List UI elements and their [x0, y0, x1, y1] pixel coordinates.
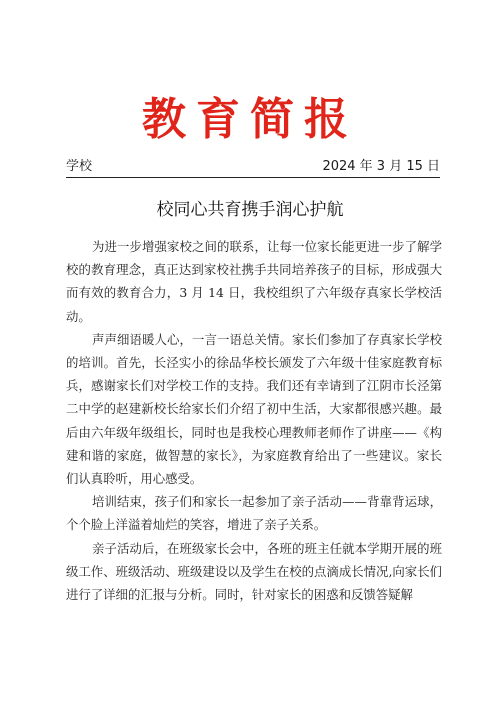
issue-date: 2024 年 3 月 15 日	[322, 159, 440, 174]
newsletter-masthead: 教育简报	[142, 94, 358, 145]
article-title: 校同心共育携手润心护航	[156, 200, 344, 220]
article-paragraph: 为进一步增强家校之间的联系，让每一位家长能更进一步了解学校的教育理念，真正达到家校社携手共同培养孩子的目标，形成强大而有效的教育合力，3 月 14 日，我校组织了六年级存真家长学校活动。	[66, 239, 442, 324]
school-label: 学校	[66, 159, 93, 174]
article-paragraph: 亲子活动后，在班级家长会中，各班的班主任就本学期开展的班级工作、班级活动、班级建设以及学生在校的点滴成长情况,向家长们进行了详细的汇报与分析。同时，针对家长的困惑和反馈答疑解	[66, 540, 442, 603]
article-body	[66, 235, 442, 606]
article-paragraph: 声声细语暖人心，一言一语总关情。家长们参加了存真家长学校的培训。首先，长泾实小的徐品华校长颁发了六年级十佳家庭教育标兵，感谢家长们对学校工作的支持。我们还有幸请到了江阴市长泾第二中学的赵建新校长给家长们介绍了初中生活，大家都很感兴趣。最后由六年级年级组长，同时也是我校心理教师老师作了讲座——《构建和谐的家庭，做智慧的家长》，为家庭教育给出了一些建议。家长们认真聆听，用心感受。	[66, 331, 442, 487]
article-paragraph: 培训结束，孩子们和家长一起参加了亲子活动——背靠背运球，个个脸上洋溢着灿烂的笑容，增进了亲子关系。	[66, 494, 442, 533]
masthead-info-line	[66, 157, 440, 178]
